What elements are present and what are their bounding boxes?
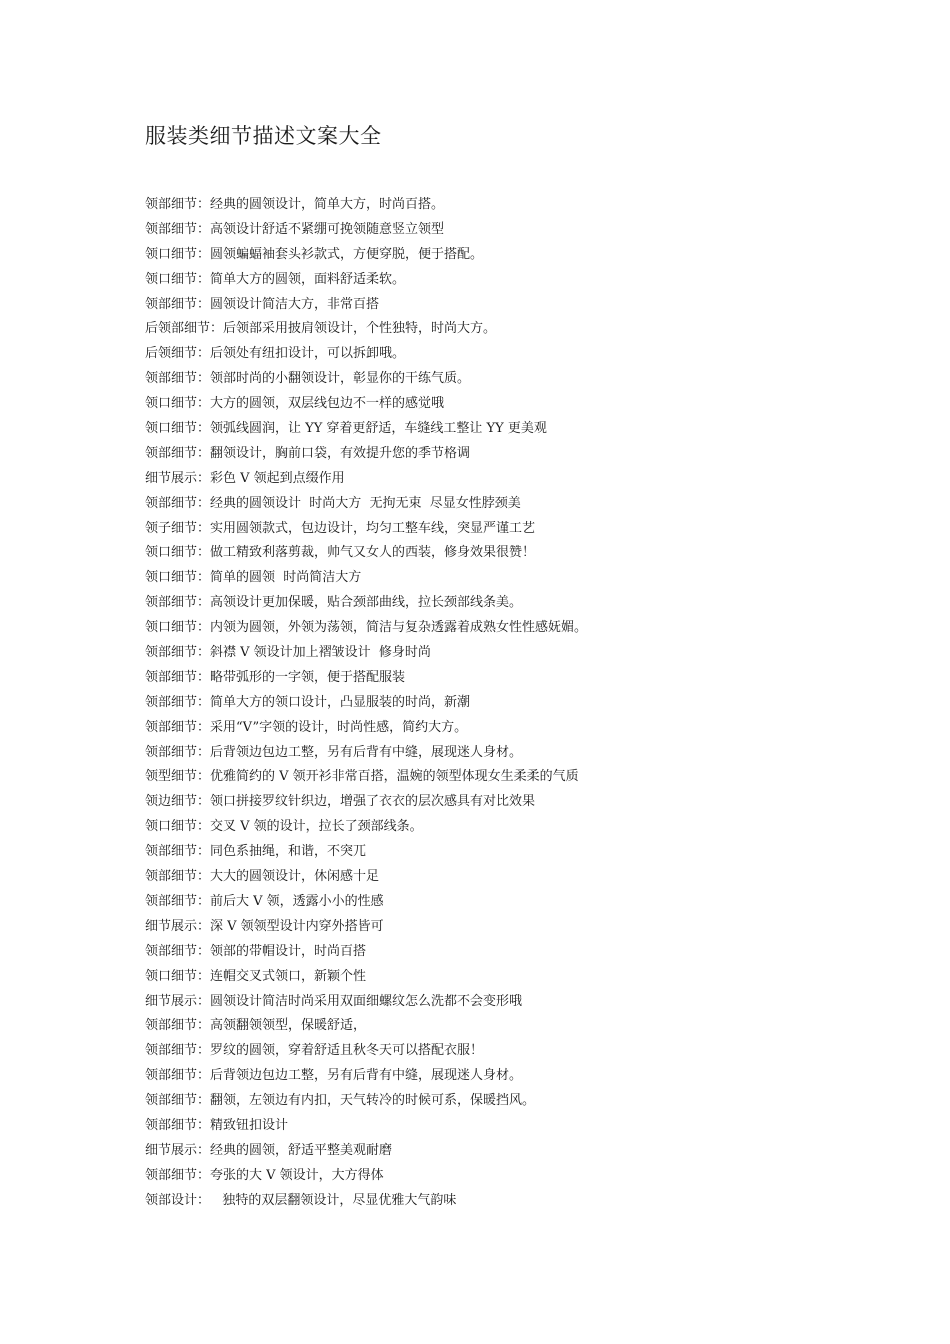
description-line: 细节展示：经典的圆领，舒适平整美观耐磨: [145, 1142, 393, 1158]
description-line: 领部细节：精致钮扣设计: [145, 1117, 289, 1133]
description-line: 领口细节：交叉 V 领的设计，拉长了颈部线条。: [145, 819, 423, 835]
description-line: 领部细节：翻领设计，胸前口袋，有效提升您的季节格调: [145, 445, 471, 461]
description-line: 领部细节：领部的带帽设计，时尚百搭: [145, 943, 367, 959]
description-list: [145, 193, 845, 1214]
description-line: 领型细节：优雅简约的 V 领开衫非常百搭，温婉的领型体现女生柔柔的气质: [145, 769, 579, 785]
description-line: 领部细节：圆领设计简洁大方，非常百搭: [145, 296, 380, 312]
description-line: 领部细节：简单大方的领口设计，凸显服装的时尚，新潮: [145, 694, 471, 710]
description-line: 后领细节：后领处有纽扣设计，可以拆卸哦。: [145, 346, 406, 362]
description-line: 领边细节：领口拼接罗纹针织边，增强了衣衣的层次感具有对比效果: [145, 794, 536, 810]
description-line: 领部细节：前后大 V 领，透露小小的性感: [145, 893, 384, 909]
description-line: 领部细节：大大的圆领设计，休闲感十足: [145, 869, 380, 885]
description-line: 领口细节：圆领蝙蝠袖套头衫款式，方便穿脱，便于搭配。: [145, 246, 484, 262]
description-line: 领口细节：领弧线圆润，让 YY 穿着更舒适，车缝线工整让 YY 更美观: [145, 421, 547, 437]
description-line: 细节展示：彩色 V 领起到点缀作用: [145, 470, 345, 486]
description-line: 细节展示：深 V 领领型设计内穿外搭皆可: [145, 918, 384, 934]
description-line: 领部设计： 独特的双层翻领设计，尽显优雅大气韵味: [145, 1192, 457, 1208]
description-line: 领部细节：斜襟 V 领设计加上褶皱设计 修身时尚: [145, 645, 431, 661]
description-line: 领部细节：略带弧形的一字领，便于搭配服装: [145, 669, 406, 685]
description-line: 领部细节：夸张的大 V 领设计，大方得体: [145, 1167, 384, 1183]
description-line: 领口细节：简单的圆领 时尚简洁大方: [145, 570, 362, 586]
description-line: 领部细节：翻领，左领边有内扣，天气转冷的时候可系，保暖挡风。: [145, 1093, 536, 1109]
description-line: 领口细节：内领为圆领，外领为荡领，简洁与复杂透露着成熟女性性感妩媚。: [145, 620, 588, 636]
document-title: 服装类细节描述文案大全: [145, 124, 382, 148]
description-line: 领口细节：做工精致利落剪裁，帅气又女人的西装，修身效果很赞！: [145, 545, 536, 561]
description-line: 领部细节：后背领边包边工整，另有后背有中缝，展现迷人身材。: [145, 744, 523, 760]
description-line: 领子细节：实用圆领款式，包边设计，均匀工整车线，突显严谨工艺: [145, 520, 536, 536]
description-line: 领部细节：同色系抽绳，和谐，不突兀: [145, 844, 367, 860]
description-line: 领部细节：高领翻领领型，保暖舒适，: [145, 1018, 367, 1034]
description-line: 领部细节：高领设计舒适不紧绷可挽领随意竖立领型: [145, 221, 445, 237]
description-line: 领部细节：采用“V”字领的设计，时尚性感，简约大方。: [145, 719, 468, 735]
description-line: 领部细节：后背领边包边工整，另有后背有中缝，展现迷人身材。: [145, 1068, 523, 1084]
description-line: 领部细节：高领设计更加保暖，贴合颈部曲线，拉长颈部线条美。: [145, 595, 523, 611]
description-line: 后领部细节：后领部采用披肩领设计，个性独特，时尚大方。: [145, 321, 497, 337]
description-line: 领口细节：大方的圆领，双层线包边不一样的感觉哦: [145, 396, 445, 412]
description-line: 领部细节：经典的圆领设计 时尚大方 无拘无束 尽显女性脖颈美: [145, 495, 521, 511]
description-line: 领口细节：简单大方的圆领，面料舒适柔软。: [145, 271, 406, 287]
description-line: 领部细节：罗纹的圆领，穿着舒适且秋冬天可以搭配衣服！: [145, 1043, 484, 1059]
description-line: 领口细节：连帽交叉式领口，新颖个性: [145, 968, 367, 984]
description-line: 细节展示：圆领设计简洁时尚采用双面细螺纹怎么洗都不会变形哦: [145, 993, 523, 1009]
description-line: 领部细节：领部时尚的小翻领设计，彰显你的干练气质。: [145, 371, 471, 387]
description-line: 领部细节：经典的圆领设计，简单大方，时尚百搭。: [145, 197, 445, 212]
